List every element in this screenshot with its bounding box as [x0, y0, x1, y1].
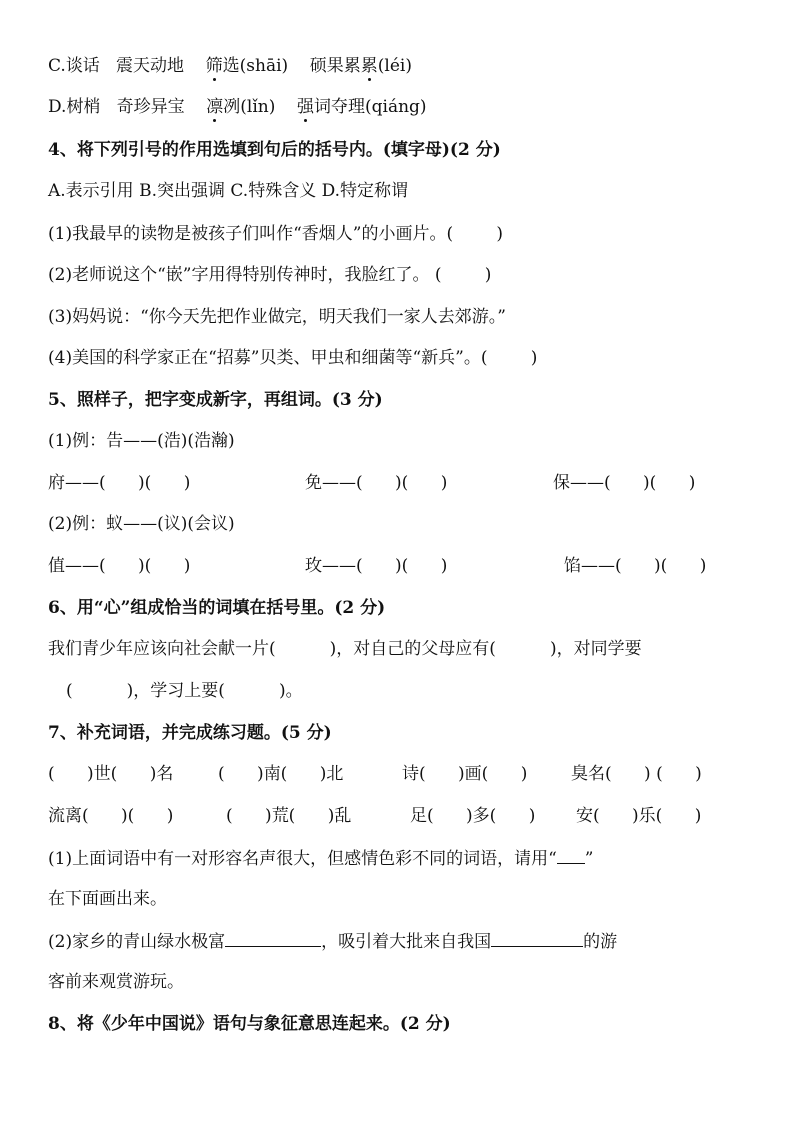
q7-title: 7、补充词语，并完成练习题。(5 分) — [48, 723, 332, 743]
q5-blank-xian: 馅——( )( ) — [564, 556, 707, 576]
q5-example-2: (2)例：蚁——(议)(会议) — [48, 514, 235, 534]
q7-task-1-cont: 在下面画出来。 — [48, 889, 167, 909]
q7-idiom-2: ( )南( )北 — [218, 764, 344, 784]
q7-idiom-1: ( )世( )名 — [48, 764, 174, 784]
underline-sample — [557, 846, 585, 864]
q6-title: 6、用“心”组成恰当的词填在括号里。(2 分) — [48, 598, 386, 618]
q6-line-1: 我们青少年应该向社会献一片( )，对自己的父母应有( )，对同学要 — [48, 639, 642, 659]
q4-item-1: (1)我最早的读物是被孩子们叫作“香烟人”的小画片。( ) — [48, 224, 503, 244]
dotted-char: 筛 — [205, 56, 223, 76]
q7-idiom-3: 诗( )画( ) — [402, 764, 528, 784]
fill-blank[interactable] — [491, 929, 583, 947]
q4-item-4: (4)美国的科学家正在“招募”贝类、甲虫和细菌等“新兵”。( ) — [48, 348, 538, 368]
q5-blank-mian: 免——( )( ) — [305, 473, 448, 493]
dotted-char: 累 — [360, 56, 378, 76]
q7-task-2: (2)家乡的青山绿水极富 ，吸引着大批来自我国 的游 — [48, 929, 617, 954]
fill-blank[interactable] — [225, 929, 321, 947]
q4-options: A.表示引用 B.突出强调 C.特殊含义 D.特定称谓 — [48, 181, 409, 201]
q7-idiom-5: 流离( )( ) — [48, 806, 174, 826]
q5-example-1: (1)例：告——(浩)(浩瀚) — [48, 431, 235, 451]
q5-blank-mei: 玫——( )( ) — [305, 556, 448, 576]
q8-title: 8、将《少年中国说》语句与象征意思连起来。(2 分) — [48, 1014, 451, 1034]
q5-blank-bao: 保——( )( ) — [553, 473, 696, 493]
q7-idiom-7: 足( )多( ) — [410, 806, 536, 826]
q5-title: 5、照样子，把字变成新字，再组词。(3 分) — [48, 390, 383, 410]
q7-task-1: (1)上面词语中有一对形容名声很大，但感情色彩不同的词语，请用“ ” — [48, 846, 593, 871]
q7-idiom-6: ( )荒( )乱 — [226, 806, 352, 826]
q7-task-2-cont: 客前来观赏游玩。 — [48, 972, 184, 992]
q7-idiom-4: 臭名( ) ( ) — [571, 764, 702, 784]
q3-option-c: C.谈话 震天动地 筛选(shāi) 硕果累累(léi) — [48, 56, 412, 76]
q7-idiom-8: 安( )乐( ) — [576, 806, 702, 826]
q5-blank-fu: 府——( )( ) — [48, 473, 191, 493]
q3-option-d: D.树梢 奇珍异宝 凛冽(lǐn) 强词夺理(qiáng) — [48, 97, 427, 117]
dotted-char: 强 — [297, 97, 314, 117]
dotted-char: 凛 — [206, 97, 224, 117]
q5-blank-zhi: 值——( )( ) — [48, 556, 191, 576]
q6-line-2: ( )，学习上要( )。 — [66, 681, 303, 701]
q4-item-3: (3)妈妈说：“你今天先把作业做完，明天我们一家人去郊游。” — [48, 307, 506, 327]
q4-title: 4、将下列引号的作用选填到句后的括号内。(填字母)(2 分) — [48, 140, 501, 160]
q4-item-2: (2)老师说这个“嵌”字用得特别传神时，我脸红了。 ( ) — [48, 265, 492, 285]
